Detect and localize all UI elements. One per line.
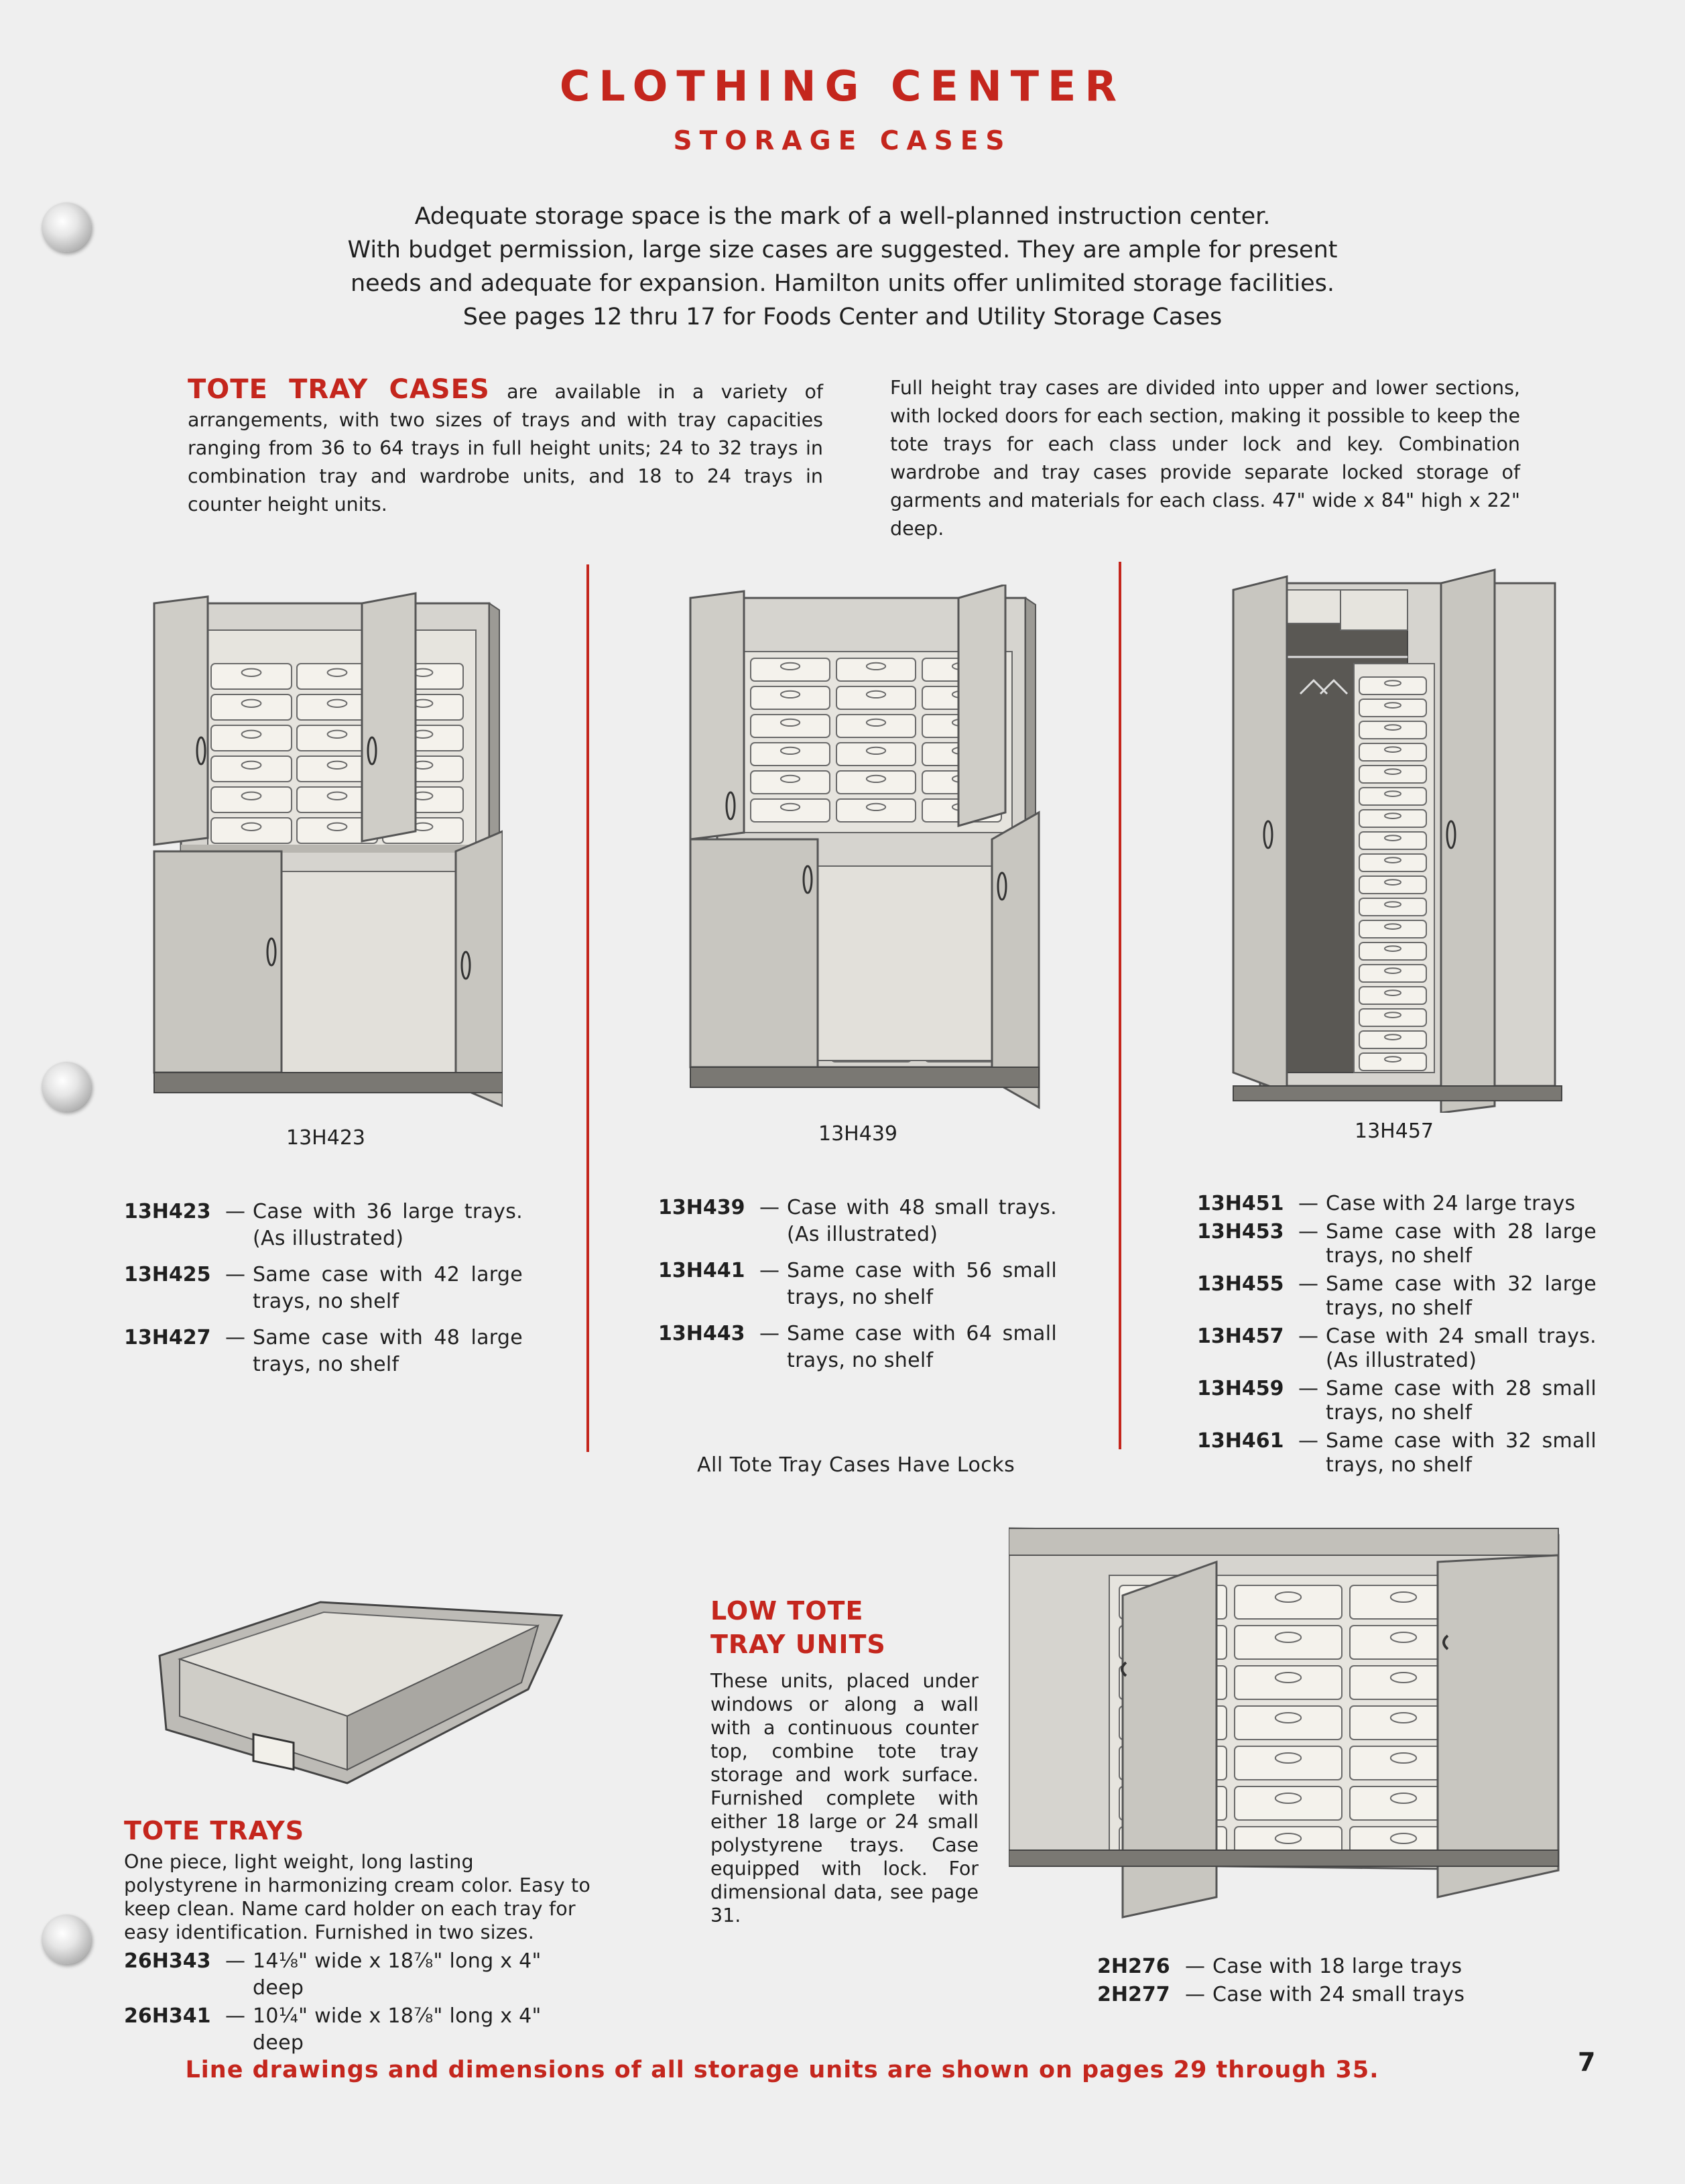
tote-trays-heading: TOTE TRAYS — [124, 1816, 305, 1845]
model-desc: Case with 24 small trays — [1212, 1983, 1465, 2006]
column-divider-left — [586, 564, 589, 1452]
model-code: 13H455 — [1197, 1272, 1284, 1296]
caption-13H423: 13H423 — [286, 1126, 365, 1150]
tote-tray-cases-text: are available in a variety of arrangements, with two sizes of trays and with tray capacities ranging from 36 to 64 trays in full height units; 24 to 32 trays in combination tray and wardrobe units, and 18 to 24 trays in counter height units. — [188, 381, 823, 515]
spec-row: 2H277 — Case with 24 small trays — [1097, 1982, 1473, 2008]
binder-hole-top — [42, 202, 91, 252]
model-desc: Same case with 28 large trays, no shelf — [1326, 1220, 1597, 1268]
tote-tray-cases-right-text: Full height tray cases are divided into upper and lower sections, with locked doors for each section, making it possible to keep the tote trays for each class under lock and key. Combination wardrobe and tray cases provide separate locked storage of garments and materials for each class. 47" wide x 84" high x 22" deep. — [890, 377, 1520, 540]
footer-note: Line drawings and dimensions of all storage units are shown on pages 29 through 35. — [185, 2057, 1379, 2083]
model-code: 13H427 — [124, 1326, 211, 1349]
spec-row: 13H459 — Same case with 28 small trays, no shelf — [1197, 1377, 1597, 1424]
tote-trays-sizes — [124, 1948, 593, 2057]
low-tote-heading-line2: TRAY UNITS — [710, 1630, 886, 1659]
spec-row: 13H427 — Same case with 48 large trays, no shelf — [124, 1325, 523, 1378]
model-code: 2H276 — [1097, 1955, 1170, 1978]
model-code: 13H441 — [658, 1259, 745, 1282]
tote-tray-cases-right — [890, 374, 1520, 543]
spec-row: 13H425 — Same case with 42 large trays, no shelf — [124, 1262, 523, 1315]
caption-13H457: 13H457 — [1355, 1119, 1434, 1143]
spec-row: 26H341 — 10¼" wide x 18⅞" long x 4" deep — [124, 2003, 593, 2057]
spec-list-col3 — [1197, 1192, 1597, 1481]
model-desc: Case with 24 large trays — [1326, 1192, 1576, 1215]
model-desc: Same case with 32 large trays, no shelf — [1326, 1272, 1597, 1320]
model-desc: Case with 36 large trays. (As illustrated) — [253, 1200, 523, 1250]
binder-hole-middle — [42, 1062, 91, 1111]
model-desc: 14⅛" wide x 18⅞" long x 4" deep — [253, 1949, 542, 2000]
model-code: 26H341 — [124, 2004, 211, 2028]
tote-trays-section — [124, 1814, 593, 2058]
cabinet-13H457-illustration — [1220, 563, 1568, 1113]
model-desc: Same case with 56 small trays, no shelf — [787, 1259, 1057, 1309]
model-desc: Same case with 28 small trays, no shelf — [1326, 1377, 1597, 1424]
spec-row: 13H441 — Same case with 56 small trays, no shelf — [658, 1258, 1057, 1311]
spec-row: 13H453 — Same case with 28 large trays, no shelf — [1197, 1220, 1597, 1268]
spec-row: 13H457 — Case with 24 small trays. (As illustrated) — [1197, 1325, 1597, 1372]
tote-tray-cases-left — [188, 375, 823, 519]
model-code: 13H459 — [1197, 1377, 1284, 1400]
model-desc: Case with 24 small trays. (As illustrated) — [1326, 1325, 1597, 1372]
model-code: 13H457 — [1197, 1325, 1284, 1348]
spec-row: 2H276 — Case with 18 large trays — [1097, 1953, 1473, 1980]
model-code: 13H451 — [1197, 1192, 1284, 1215]
cabinet-13H423-illustration — [141, 590, 503, 1126]
spec-list-col2 — [658, 1195, 1057, 1384]
model-code: 13H453 — [1197, 1220, 1284, 1243]
model-code: 13H461 — [1197, 1429, 1284, 1453]
intro-line: needs and adequate for expansion. Hamilton units offer unlimited storage facilities. — [350, 270, 1335, 297]
model-desc: Case with 48 small trays. (As illustrated) — [787, 1196, 1057, 1246]
model-desc: Same case with 48 large trays, no shelf — [253, 1326, 523, 1376]
model-code: 13H443 — [658, 1322, 745, 1345]
model-code: 26H343 — [124, 1949, 211, 1973]
intro-line: Adequate storage space is the mark of a well-planned instruction center. — [414, 203, 1271, 230]
spec-row: 13H451 — Case with 24 large trays — [1197, 1192, 1597, 1216]
model-code: 13H425 — [124, 1263, 211, 1286]
model-code: 2H277 — [1097, 1983, 1170, 2006]
model-desc: Same case with 42 large trays, no shelf — [253, 1263, 523, 1313]
column-divider-right — [1119, 562, 1121, 1449]
locks-note: All Tote Tray Cases Have Locks — [697, 1453, 1015, 1477]
intro-line: With budget permission, large size cases are suggested. They are ample for present — [347, 237, 1338, 263]
model-desc: 10¼" wide x 18⅞" long x 4" deep — [253, 2004, 542, 2055]
tote-tray-illustration — [153, 1589, 568, 1790]
spec-row: 13H455 — Same case with 32 large trays, no shelf — [1197, 1272, 1597, 1320]
spec-row: 13H461 — Same case with 32 small trays, no shelf — [1197, 1429, 1597, 1477]
low-tote-unit-illustration — [1009, 1522, 1572, 1924]
model-code: 13H423 — [124, 1200, 211, 1223]
low-tote-heading-line1: LOW TOTE — [710, 1596, 864, 1626]
tote-trays-text: One piece, light weight, long lasting polystyrene in harmonizing cream color. Easy to keep clean. Name card holder on each tray for easy identification. Furnished in two sizes. — [124, 1851, 591, 1943]
spec-row: 13H423 — Case with 36 large trays. (As illustrated) — [124, 1199, 523, 1252]
page-number: 7 — [1578, 2047, 1596, 2077]
page-subtitle: STORAGE CASES — [673, 126, 1012, 156]
spec-list-low-tote — [1097, 1953, 1473, 2010]
low-tote-text: These units, placed under windows or along a wall with a continuous counter top, combine tote tray storage and work surface. Furnished complete with either 18 large or 24 small polystyrene trays. Case equipped with lock. For dimensional data, see page 31. — [710, 1670, 979, 1927]
intro-paragraph — [268, 200, 1417, 334]
binder-hole-bottom — [42, 1915, 91, 1964]
intro-line: See pages 12 thru 17 for Foods Center and Utility Storage Cases — [462, 304, 1223, 330]
spec-row: 26H343 — 14⅛" wide x 18⅞" long x 4" deep — [124, 1948, 593, 2002]
cabinet-13H439-illustration — [677, 585, 1052, 1121]
caption-13H439: 13H439 — [818, 1122, 897, 1146]
model-desc: Case with 18 large trays — [1212, 1955, 1462, 1978]
tote-tray-cases-heading: TOTE TRAY CASES — [188, 374, 490, 405]
model-desc: Same case with 32 small trays, no shelf — [1326, 1429, 1597, 1477]
spec-row: 13H443 — Same case with 64 small trays, no shelf — [658, 1321, 1057, 1374]
model-code: 13H439 — [658, 1196, 745, 1219]
low-tote-section — [710, 1594, 979, 1927]
model-desc: Same case with 64 small trays, no shelf — [787, 1322, 1057, 1372]
spec-row: 13H439 — Case with 48 small trays. (As illustrated) — [658, 1195, 1057, 1248]
spec-list-col1 — [124, 1199, 523, 1388]
page-title: CLOTHING CENTER — [559, 62, 1126, 111]
